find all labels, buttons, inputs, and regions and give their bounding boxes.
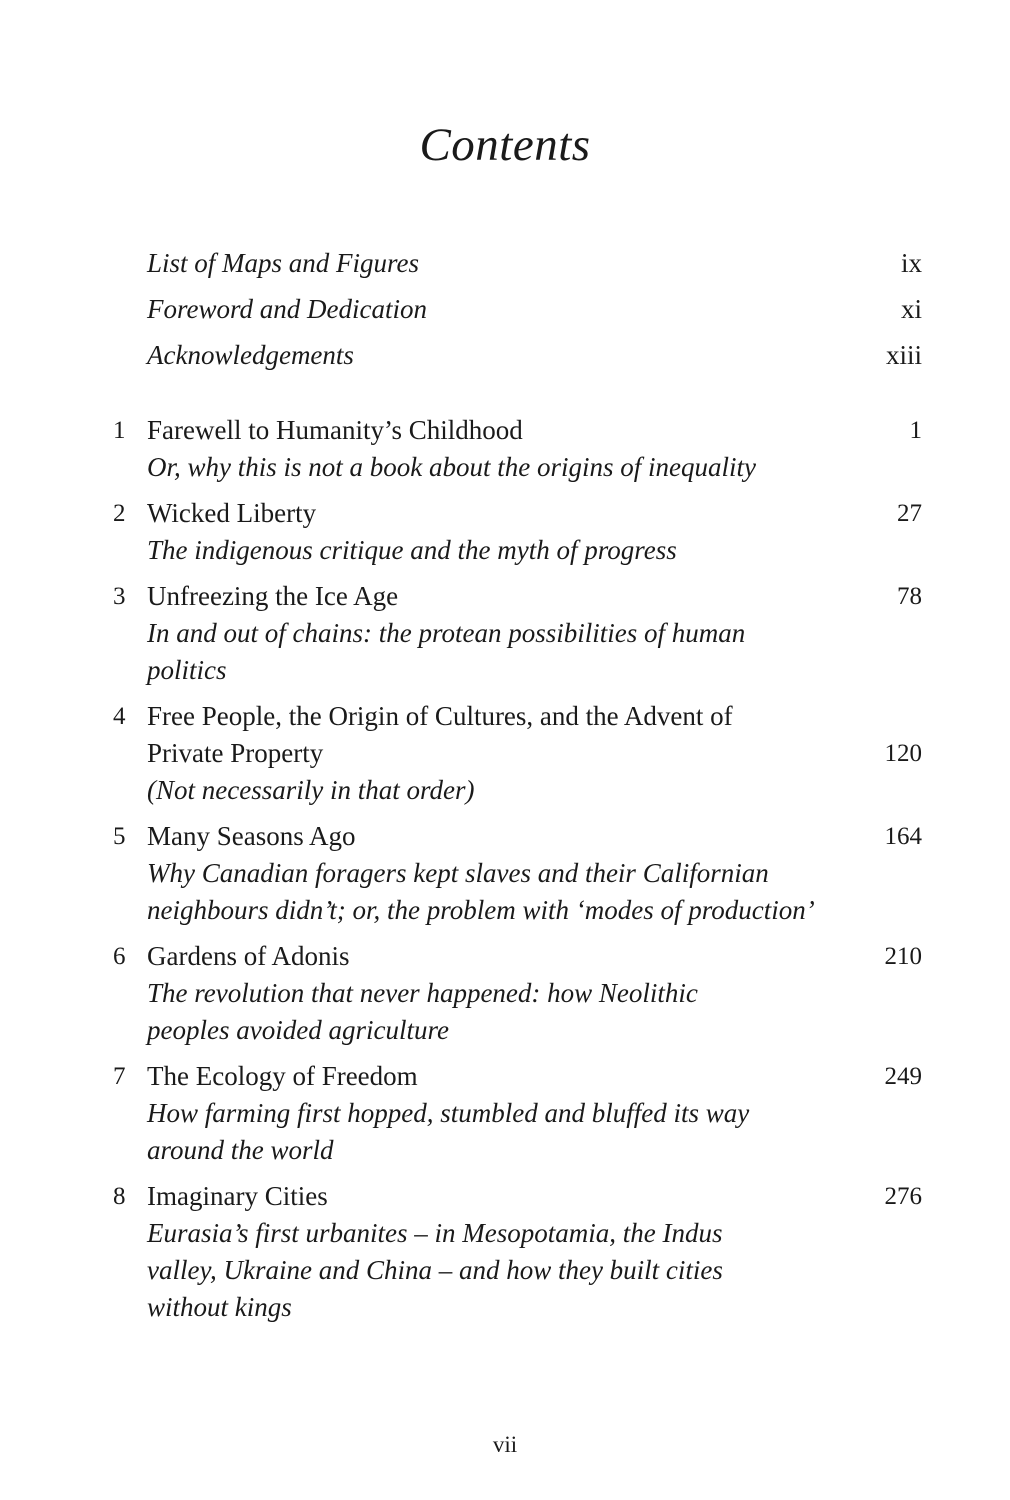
chapter-title: Wicked Liberty <box>147 498 317 528</box>
chapter-subtitle: The indigenous critique and the myth of progress <box>147 535 677 565</box>
chapter-subtitle: Eurasia’s first urbanites – in Mesopotamia, the Indus valley, Ukraine and China – and how they built cities without kings <box>147 1218 723 1322</box>
chapter-subtitle: Or, why this is not a book about the origins of inequality <box>147 452 756 482</box>
chapter-subtitle: In and out of chains: the protean possibilities of human politics <box>147 618 746 685</box>
front-matter-entry[interactable] <box>0 335 1010 381</box>
chapter-number: 7 <box>113 1063 126 1090</box>
chapter-entry[interactable] <box>0 578 1010 689</box>
chapter-subtitle: How farming first hopped, stumbled and bluffed its way around the world <box>147 1098 750 1165</box>
front-matter-page: ix <box>900 248 922 278</box>
chapter-page: 249 <box>884 1063 922 1090</box>
chapter-number: 6 <box>113 943 126 970</box>
front-matter-list <box>0 243 1010 381</box>
chapter-page: 276 <box>884 1183 922 1210</box>
chapter-title: Gardens of Adonis <box>147 941 350 971</box>
front-matter-title: List of Maps and Figures <box>147 248 420 278</box>
chapter-page: 1 <box>909 417 922 444</box>
chapter-title: Unfreezing the Ice Age <box>147 581 399 611</box>
chapter-number: 4 <box>113 703 126 730</box>
chapter-entry[interactable] <box>0 938 1010 1049</box>
chapter-number: 8 <box>113 1183 126 1210</box>
page-number: vii <box>492 1432 518 1457</box>
chapter-page: 210 <box>884 943 922 970</box>
front-matter-page: xiii <box>885 340 922 370</box>
chapter-number: 2 <box>113 500 126 527</box>
chapter-entry[interactable] <box>0 1058 1010 1169</box>
chapter-page: 164 <box>884 823 922 850</box>
front-matter-entry[interactable] <box>0 243 1010 289</box>
chapter-title: Imaginary Cities <box>147 1181 328 1211</box>
chapter-page: 78 <box>897 583 922 610</box>
front-matter-title: Acknowledgements <box>147 340 354 370</box>
chapter-subtitle: Why Canadian foragers kept slaves and their Californian neighbours didn’t; or, the problem with ‘modes of production’ <box>147 858 815 925</box>
chapter-list <box>0 412 1010 1335</box>
chapter-entry[interactable] <box>0 1178 1010 1326</box>
chapter-entry[interactable] <box>0 818 1010 929</box>
chapter-number: 1 <box>113 417 126 444</box>
chapter-title: Many Seasons Ago <box>147 821 356 851</box>
chapter-title: The Ecology of Freedom <box>147 1061 418 1091</box>
chapter-title: Free People, the Origin of Cultures, and the Advent of Private Property <box>147 701 733 768</box>
chapter-number: 5 <box>113 823 126 850</box>
front-matter-title: Foreword and Dedication <box>147 294 427 324</box>
page-title: Contents <box>419 119 591 171</box>
chapter-entry[interactable] <box>0 495 1010 569</box>
chapter-subtitle: The revolution that never happened: how Neolithic peoples avoided agriculture <box>147 978 698 1045</box>
chapter-page: 27 <box>897 500 922 527</box>
front-matter-entry[interactable] <box>0 289 1010 335</box>
front-matter-page: xi <box>900 294 922 324</box>
chapter-subtitle: (Not necessarily in that order) <box>147 775 475 805</box>
chapter-entry[interactable] <box>0 698 1010 809</box>
chapter-title: Farewell to Humanity’s Childhood <box>147 415 523 445</box>
chapter-page: 120 <box>884 740 922 767</box>
chapter-number: 3 <box>113 583 126 610</box>
chapter-entry[interactable] <box>0 412 1010 486</box>
